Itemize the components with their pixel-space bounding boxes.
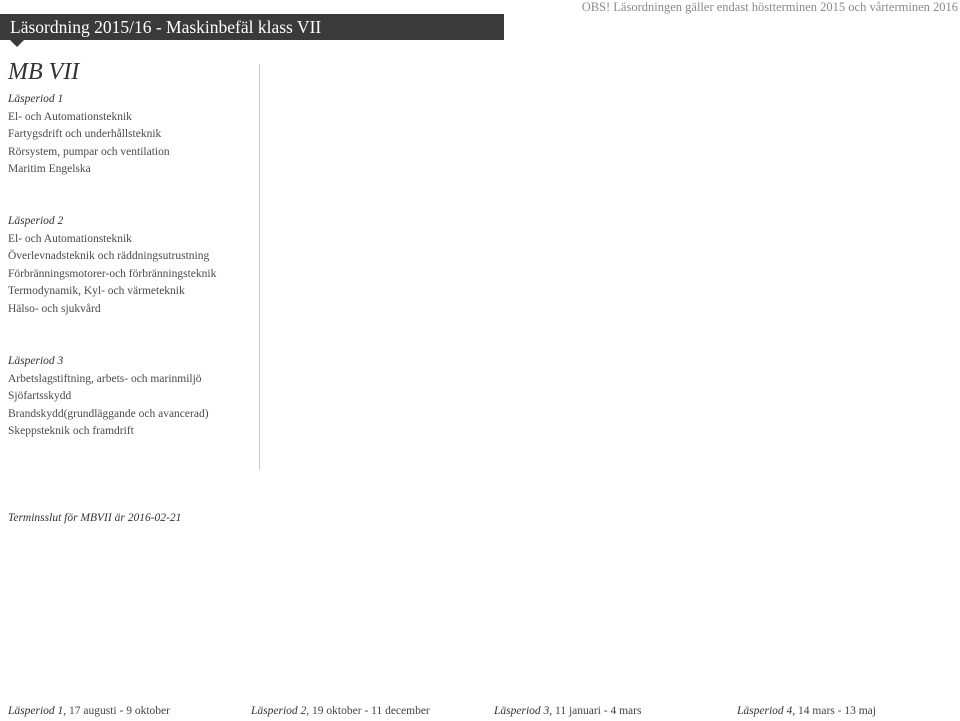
footer-period-label: Läsperiod 3 bbox=[494, 705, 550, 717]
period-3-block bbox=[8, 353, 258, 441]
header-bar bbox=[0, 14, 504, 40]
footer-period-dates: , 19 oktober - 11 december bbox=[306, 705, 430, 717]
footer-period-1 bbox=[8, 705, 170, 717]
course-item: El- och Automationsteknik bbox=[8, 232, 132, 245]
course-item: Termodynamik, Kyl- och värmeteknik bbox=[8, 285, 185, 297]
course-item: Förbränningsmotorer-och förbränningsteknik bbox=[8, 267, 217, 280]
course-item: Brandskydd(grundläggande och avancerad) bbox=[8, 407, 209, 420]
course-item: Fartygsdrift och underhållsteknik bbox=[8, 128, 162, 140]
course-item: Hälso- och sjukvård bbox=[8, 302, 101, 315]
vertical-divider bbox=[259, 64, 260, 470]
course-item: El- och Automationsteknik bbox=[8, 110, 132, 123]
period-heading: Läsperiod 2 bbox=[8, 215, 64, 227]
period-2-block bbox=[8, 213, 258, 318]
footer-period-dates: , 11 januari - 4 mars bbox=[549, 705, 642, 717]
footer-period-label: Läsperiod 2 bbox=[251, 705, 307, 717]
footer-period-dates: , 17 augusti - 9 oktober bbox=[63, 705, 170, 717]
course-item: Arbetslagstiftning, arbets- och marinmiljö bbox=[8, 372, 202, 385]
footer-period-4 bbox=[737, 705, 876, 717]
period-heading: Läsperiod 1 bbox=[8, 93, 64, 105]
footer-period-2 bbox=[251, 705, 430, 717]
course-item: Sjöfartsskydd bbox=[8, 390, 72, 402]
page-title: Läsordning 2015/16 - Maskinbefäl klass VII bbox=[10, 17, 322, 37]
footer-period-label: Läsperiod 1 bbox=[8, 705, 64, 717]
period-heading: Läsperiod 3 bbox=[8, 355, 64, 367]
course-item: Skeppsteknik och framdrift bbox=[8, 425, 134, 437]
program-title: MB VII bbox=[8, 59, 80, 85]
footer-period-3 bbox=[494, 705, 641, 717]
header-notch bbox=[10, 40, 24, 47]
term-end-note: Terminsslut för MBVII är 2016-02-21 bbox=[8, 512, 182, 524]
footer-period-label: Läsperiod 4 bbox=[737, 705, 793, 717]
course-item: Rörsystem, pumpar och ventilation bbox=[8, 145, 170, 158]
period-1-block bbox=[8, 91, 258, 179]
course-item: Maritim Engelska bbox=[8, 163, 91, 175]
course-item: Överlevnadsteknik och räddningsutrustning bbox=[8, 250, 210, 262]
obs-notice: OBS! Läsordningen gäller endast höstterminen 2015 och vårterminen 2016 bbox=[581, 0, 958, 14]
footer-period-dates: , 14 mars - 13 maj bbox=[792, 705, 876, 717]
